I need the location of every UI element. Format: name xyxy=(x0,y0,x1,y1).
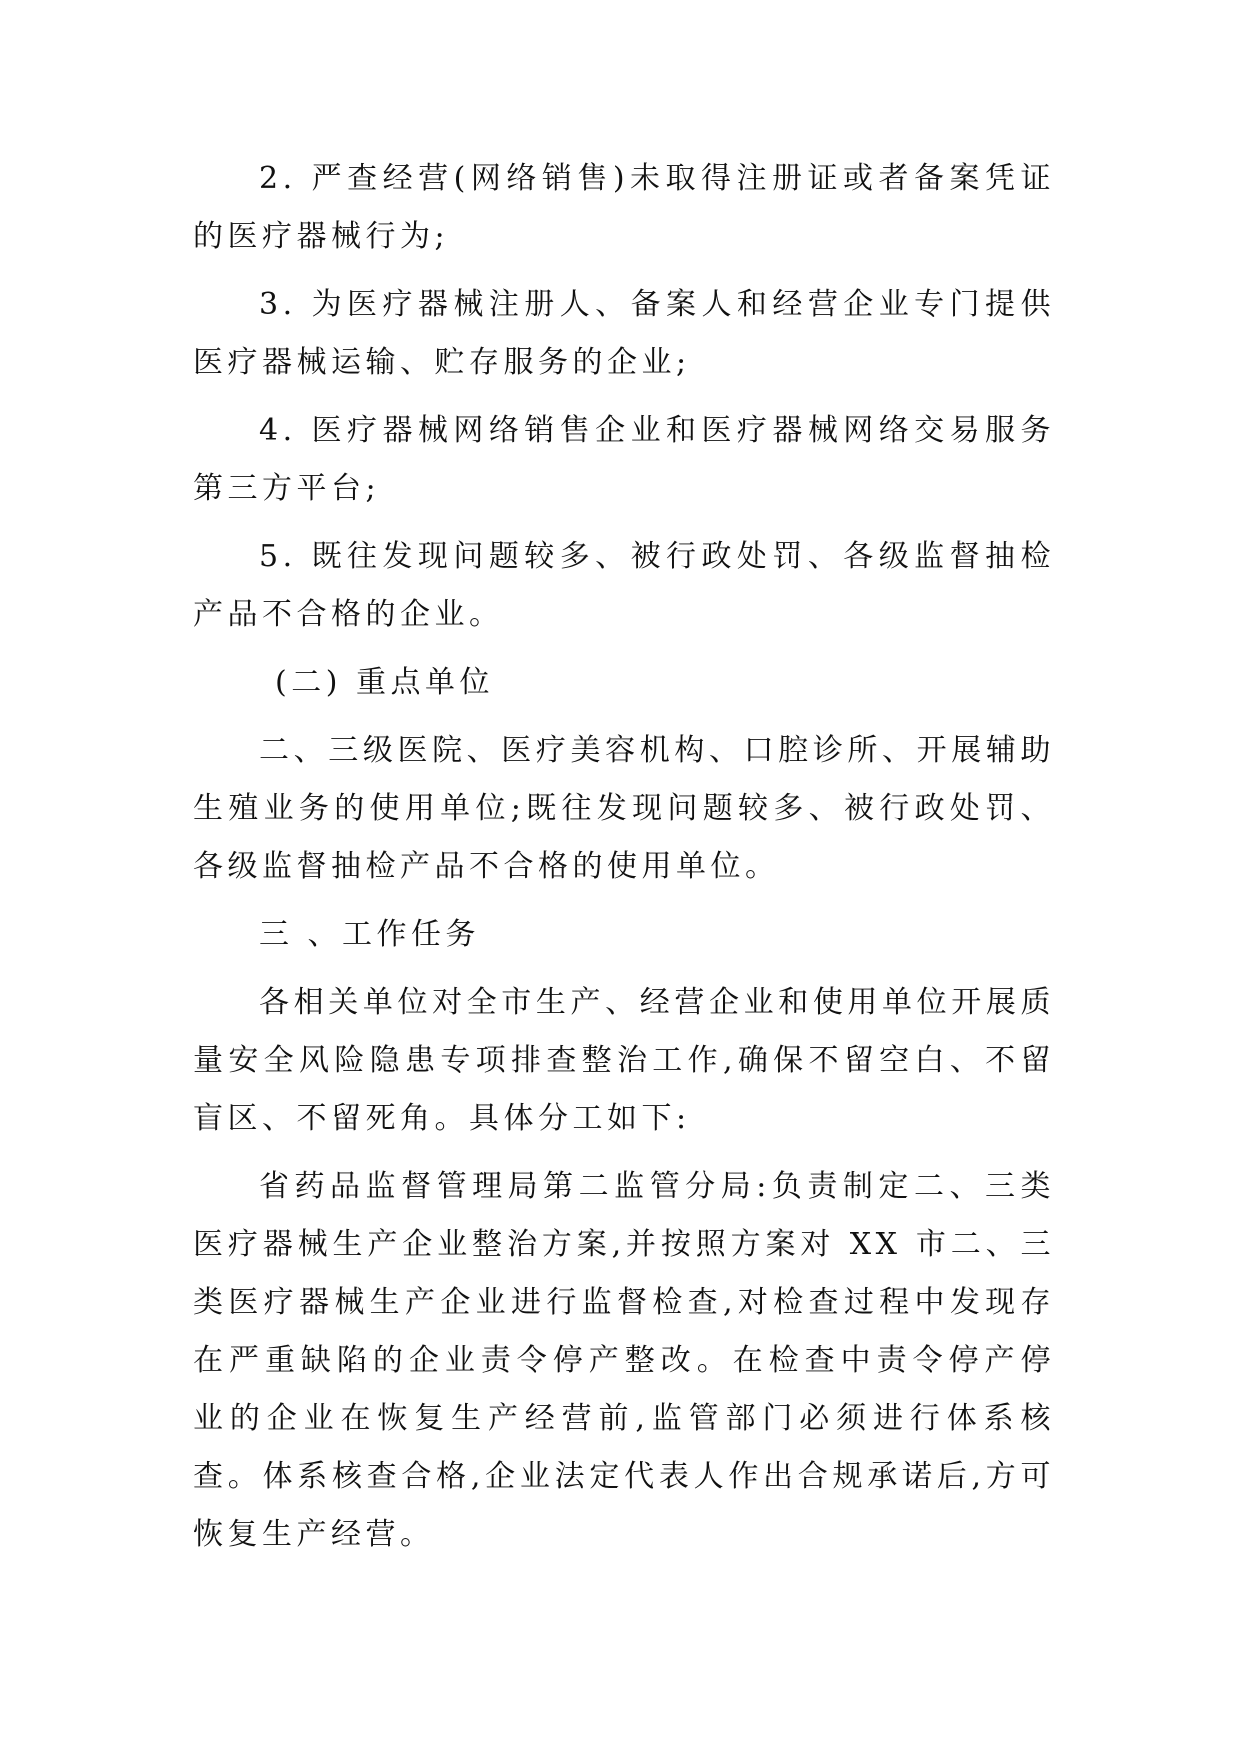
paragraph-item-2: 2. 严查经营(网络销售)未取得注册证或者备案凭证的医疗器械行为; xyxy=(193,161,1055,254)
section-heading-key-units: (二) 重点单位 xyxy=(275,665,494,700)
document-body xyxy=(193,150,1055,1564)
section-heading-tasks: 三 、工作任务 xyxy=(259,917,481,952)
paragraph-item-4: 4. 医疗器械网络销售企业和医疗器械网络交易服务第三方平台; xyxy=(193,413,1055,506)
paragraph-second-branch: 省药品监督管理局第二监管分局:负责制定二、三类医疗器械生产企业整治方案,并按照方案对 XX 市二、三类医疗器械生产企业进行监督检查,对检查过程中发现存在严重缺陷的企业责令停产整改。在检查中责令停产停业的企业在恢复生产经营前,监管部门必须进行体系核查。体系核查合格,企业法定代表人作出合规承诺后,方可恢复生产经营。 xyxy=(193,1169,1055,1552)
paragraph-tasks-intro: 各相关单位对全市生产、经营企业和使用单位开展质量安全风险隐患专项排查整治工作,确保不留空白、不留盲区、不留死角。具体分工如下: xyxy=(193,985,1055,1136)
paragraph-key-units: 二、三级医院、医疗美容机构、口腔诊所、开展辅助生殖业务的使用单位;既往发现问题较多、被行政处罚、各级监督抽检产品不合格的使用单位。 xyxy=(193,733,1055,884)
paragraph-item-5: 5. 既往发现问题较多、被行政处罚、各级监督抽检产品不合格的企业。 xyxy=(193,539,1055,632)
paragraph-item-3: 3. 为医疗器械注册人、备案人和经营企业专门提供医疗器械运输、贮存服务的企业; xyxy=(193,287,1055,380)
